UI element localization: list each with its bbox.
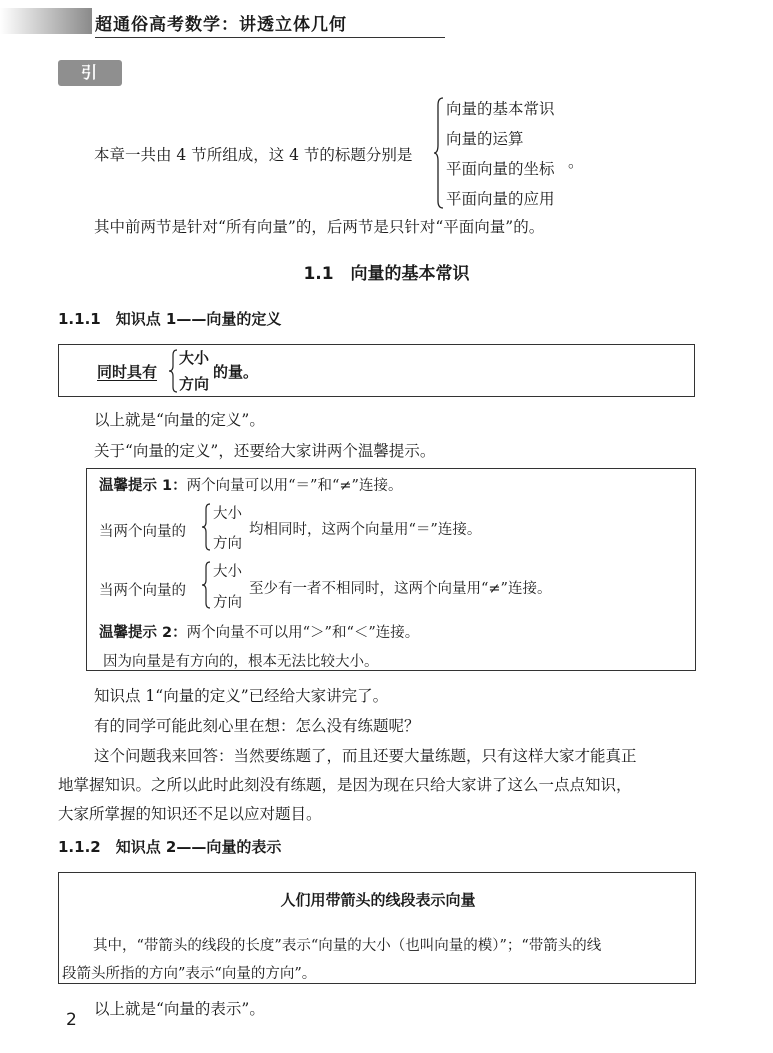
tip1-text: 两个向量可以用“＝”和“≠”连接。 xyxy=(186,478,403,494)
definition-suffix: 的量。 xyxy=(213,363,259,381)
section-list-brace xyxy=(434,97,444,209)
definition-prefix: 同时具有 xyxy=(97,363,158,381)
representation-box xyxy=(58,872,696,984)
paragraph-line: 这个问题我来回答：当然要练题了，而且还要大量练题，只有这样大家才能真正 xyxy=(94,747,637,765)
tip1-case1-prefix: 当两个向量的 xyxy=(99,524,186,540)
tip1-case1-brace xyxy=(202,503,211,551)
paragraph: 有的同学可能此刻心里在想：怎么没有练题呢？ xyxy=(94,717,420,735)
tip2-line xyxy=(99,621,419,642)
tip1-label: 温馨提示 1： xyxy=(99,478,187,494)
section-list-item: 平面向量的坐标 xyxy=(446,160,555,178)
tip2-label: 温馨提示 2： xyxy=(99,625,187,641)
definition-box xyxy=(58,344,695,397)
paragraph: 关于“向量的定义”，还要给大家讲两个温馨提示。 xyxy=(94,442,436,460)
page-number: 2 xyxy=(66,1010,77,1030)
tip1-case2-prefix: 当两个向量的 xyxy=(99,583,186,599)
representation-box-title: 人们用带箭头的线段表示向量 xyxy=(280,891,476,909)
paragraph: 知识点 1“向量的定义”已经给大家讲完了。 xyxy=(94,687,389,705)
tips-box xyxy=(86,468,696,671)
header-rule xyxy=(95,37,445,38)
section-list-item: 向量的基本常识 xyxy=(446,100,555,118)
section-title: 1.1 向量的基本常识 xyxy=(303,264,470,284)
definition-item: 大小 xyxy=(179,349,210,367)
paragraph: 以上就是“向量的表示”。 xyxy=(94,1000,265,1018)
subsection-title-1: 1.1.1 知识点 1——向量的定义 xyxy=(58,310,282,328)
tip2-reason: 因为向量是有方向的，根本无法比较大小。 xyxy=(103,654,379,670)
representation-box-line: 段箭头所指的方向”表示“向量的方向”。 xyxy=(62,966,317,982)
tip1-case2-suffix: 至少有一者不相同时，这两个向量用“≠”连接。 xyxy=(249,581,552,597)
section-list-item: 向量的运算 xyxy=(446,130,524,148)
tip2-text: 两个向量不可以用“＞”和“＜”连接。 xyxy=(186,625,420,641)
header-gradient-bar xyxy=(0,8,92,34)
tip1-case1-suffix: 均相同时，这两个向量用“＝”连接。 xyxy=(249,522,482,538)
paragraph-line: 地掌握知识。之所以此时此刻没有练题，是因为现在只给大家讲了这么一点点知识， xyxy=(58,776,632,794)
running-header-title: 超通俗高考数学：讲透立体几何 xyxy=(95,15,347,35)
section-list-end: 。 xyxy=(568,153,584,171)
definition-brace xyxy=(169,349,178,393)
tip1-line xyxy=(99,474,402,495)
tip1-case1-item: 大小 xyxy=(213,506,242,522)
tip1-case2-item: 方向 xyxy=(213,595,242,611)
tip1-case2-item: 大小 xyxy=(213,564,242,580)
section-list-item: 平面向量的应用 xyxy=(446,190,555,208)
intro-badge: 引言 xyxy=(58,60,122,86)
intro-lead-text: 本章一共由 4 节所组成，这 4 节的标题分别是 xyxy=(94,146,413,164)
definition-item: 方向 xyxy=(179,375,210,393)
paragraph: 以上就是“向量的定义”。 xyxy=(94,411,265,429)
tip1-case2-brace xyxy=(202,561,211,609)
intro-summary: 其中前两节是针对“所有向量”的，后两节是只针对“平面向量”的。 xyxy=(94,218,545,236)
subsection-title-2: 1.1.2 知识点 2——向量的表示 xyxy=(58,838,282,856)
representation-box-line: 其中，“带箭头的线段的长度”表示“向量的大小（也叫向量的模）”；“带箭头的线 xyxy=(93,938,602,954)
paragraph-line: 大家所掌握的知识还不足以应对题目。 xyxy=(58,805,322,823)
tip1-case1-item: 方向 xyxy=(213,536,242,552)
